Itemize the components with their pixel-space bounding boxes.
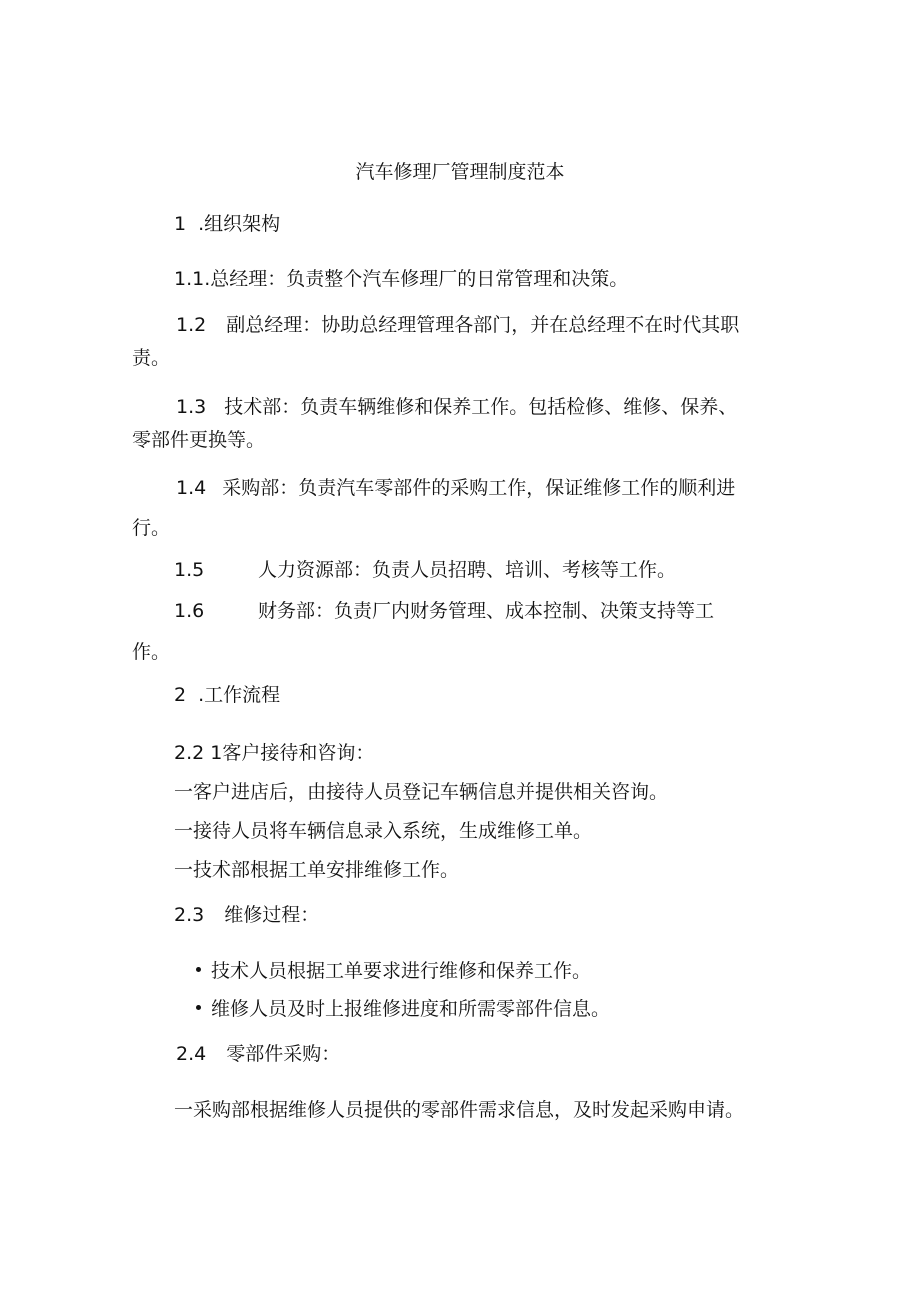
section-2-heading <box>174 683 280 707</box>
item-number: 1.6 <box>174 600 205 622</box>
item-text: 采购部：负责汽车零部件的采购工作，保证维修工作的顺利进 <box>222 477 736 499</box>
subsection-number: 2.3 <box>174 904 205 926</box>
item-1-3-continuation: 零部件更换等。 <box>132 429 266 451</box>
item-number: 1.4 <box>176 477 207 499</box>
subsection-title: 零部件采购： <box>226 1043 341 1065</box>
subsection-title: 维修过程： <box>224 904 320 926</box>
item-1-5-text: 人力资源部：负责人员招聘、培训、考核等工作。 <box>258 559 677 581</box>
section-1-heading <box>174 212 280 236</box>
item-1-1 <box>174 267 628 291</box>
item-1-6-continuation: 作。 <box>132 641 171 663</box>
bullet-dot-icon <box>196 967 201 972</box>
subsection-2-4-line-1: 一采购部根据维修人员提供的零部件需求信息，及时发起采购申请。 <box>174 1099 745 1121</box>
bullet-dot-icon <box>196 1005 201 1010</box>
item-1-4-continuation: 行。 <box>132 517 171 539</box>
item-text: 副总经理：协助总经理管理各部门，并在总经理不在时代其职 <box>226 314 740 336</box>
item-1-2 <box>176 313 739 337</box>
item-text: 技术部：负责车辆维修和保养工作。包括检修、维修、保养、 <box>224 396 738 418</box>
document-title: 汽车修理厂管理制度范本 <box>355 161 565 183</box>
item-number: 1.5 <box>174 559 205 581</box>
subsection-2-4-heading <box>176 1042 340 1066</box>
item-text: 总经理：负责整个汽车修理厂的日常管理和决策。 <box>210 268 629 290</box>
subsection-2-1-line-3: 一技术部根据工单安排维修工作。 <box>174 859 460 881</box>
subsection-number: 2.4 <box>176 1043 207 1065</box>
item-number: 1.2 <box>176 314 207 336</box>
item-1-6-text: 财务部：负责厂内财务管理、成本控制、决策支持等工 <box>258 600 715 622</box>
subsection-2-1-heading: 2.2 1客户接待和咨询： <box>174 742 375 764</box>
item-1-6 <box>174 599 204 623</box>
bullet-text: 维修人员及时上报维修进度和所需零部件信息。 <box>211 998 611 1020</box>
bullet-item-1 <box>196 959 591 983</box>
section-1-number: 1 <box>174 213 187 235</box>
item-1-4 <box>176 476 735 500</box>
subsection-2-3-heading <box>174 903 319 927</box>
section-2-title: .工作流程 <box>198 684 281 706</box>
section-2-number: 2 <box>174 684 187 706</box>
subsection-2-1-line-1: 一客户进店后，由接待人员登记车辆信息并提供相关咨询。 <box>174 781 669 803</box>
item-number: 1.3 <box>176 396 207 418</box>
bullet-text: 技术人员根据工单要求进行维修和保养工作。 <box>211 960 592 982</box>
section-1-title: .组织架构 <box>198 213 281 235</box>
subsection-2-1-line-2: 一接待人员将车辆信息录入系统，生成维修工单。 <box>174 820 593 842</box>
item-1-5 <box>174 558 204 582</box>
item-1-3 <box>176 395 737 419</box>
item-1-2-continuation: 责。 <box>132 347 171 369</box>
bullet-item-2 <box>196 997 610 1021</box>
item-number: 1.1. <box>174 268 211 290</box>
